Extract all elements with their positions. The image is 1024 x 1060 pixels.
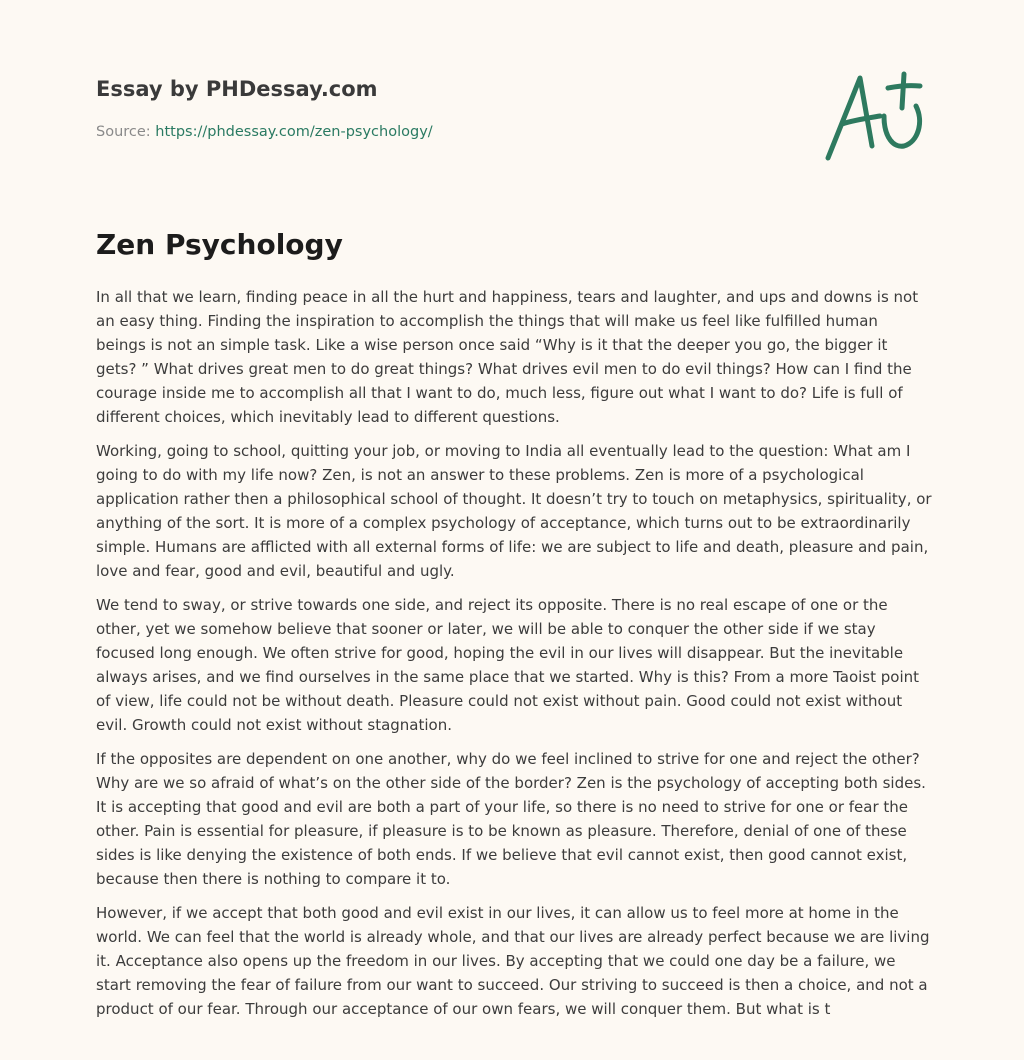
essay-body [96,285,932,1031]
source-link[interactable]: https://phdessay.com/zen-psychology/ [155,124,433,140]
source-line [96,122,736,142]
essay-title: Zen Psychology [96,228,343,261]
source-label: Source: [96,124,156,140]
essay-paragraph: We tend to sway, or strive towards one side, and reject its opposite. There is no real escape of one or the other, yet we somehow believe that sooner or later, we will be able to conquer the other side if we stay focused long enough. We often strive for good, hoping the evil in our lives will disappear. But the inevitable always arises, and we find ourselves in the same place that we started. Why is this? From a more Taoist point of view, life could not be without death. Pleasure could not exist without pain. Good could not exist without evil. Growth could not exist without stagnation. [96,596,920,734]
essay-paragraph: However, if we accept that both good and evil exist in our lives, it can allow us to feel more at home in the world. We can feel that the world is already whole, and that our lives are already perfect because we are living it. Acceptance also opens up the freedom in our lives. By accepting that we could one day be a failure, we start removing the fear of failure from our want to succeed. Our striving to succeed is then a choice, and not a product of our fear. Through our acceptance of our own fears, we will conquer them. But what is t [96,904,930,1018]
essay-paragraph: If the opposites are dependent on one another, why do we feel inclined to strive for one and reject the other? Why are we so afraid of what’s on the other side of the border? Zen is the psychology of accepting both sides. It is accepting that good and evil are both a part of your life, so there is no need to strive for one or fear the other. Pain is essential for pleasure, if pleasure is to be known as pleasure. Therefore, denial of one of these sides is like denying the existence of both ends. If we believe that evil cannot exist, then good cannot exist, because then there is nothing to compare it to. [96,750,926,888]
essay-paragraph: In all that we learn, finding peace in all the hurt and happiness, tears and laughter, and ups and downs is not an easy thing. Finding the inspiration to accomplish the things that will make us feel like fulfilled human beings is not an simple task. Like a wise person once said “Why is it that the deeper you go, the bigger it gets? ” What drives great men to do great things? What drives evil men to do evil things? How can I find the courage inside me to accomplish all that I want to do, much less, figure out what I want to do? Life is full of different choices, which inevitably lead to different questions. [96,288,919,426]
site-header [96,74,736,142]
essay-paragraph: Working, going to school, quitting your job, or moving to India all eventually lead to the question: What am I going to do with my life now? Zen, is not an answer to these problems. Zen is more of a psychological application rather then a philosophical school of thought. It doesn’t try to touch on metaphysics, spirituality, or anything of the sort. It is more of a complex psychology of acceptance, which turns out to be extraordinarily simple. Humans are afflicted with all external forms of life: we are subject to life and death, pleasure and pain, love and fear, good and evil, beautiful and ugly. [96,442,932,580]
site-title: Essay by PHDessay.com [96,77,378,101]
a-plus-logo-icon [820,66,930,166]
